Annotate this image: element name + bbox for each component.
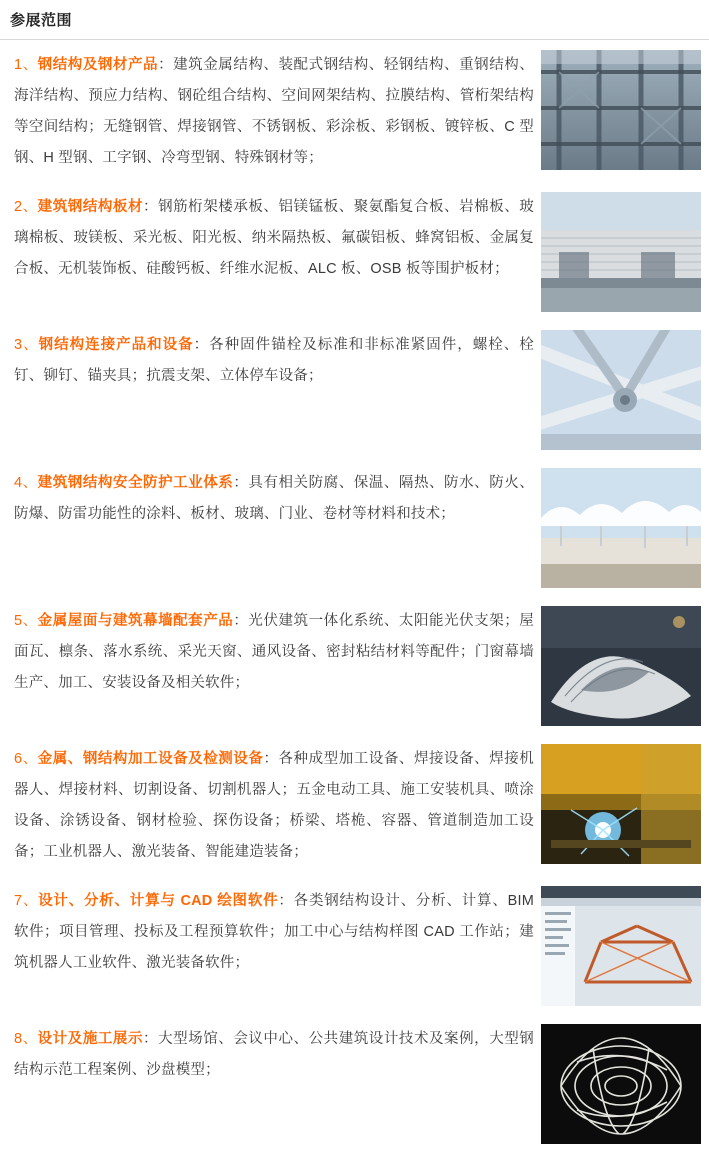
- steel-joint-connection-photo: [541, 330, 701, 450]
- scope-item-lead: 钢结构连接产品和设备: [38, 337, 194, 353]
- scope-item-body: ：各种成型加工设备、焊接设备、焊接机器人、焊接材料、切割设备、切割机器人；五金电动工具、施工安装机具、喷涂设备、涂锈设备、钢材检验、探伤设备；桥梁、塔桅、容器、管道制造加工设备；工业机器人、激光装备、智能建造装备；: [14, 751, 534, 860]
- scope-item: [0, 192, 709, 312]
- scope-item-body: ：光伏建筑一体化系统、太阳能光伏支架；屋面瓦、檩条、落水系统、采光天窗、通风设备、密封粘结材料等配件；门窗幕墙生产、加工、安装设备及相关软件；: [14, 613, 535, 691]
- scope-item-number: 1、: [14, 57, 38, 73]
- scope-item: [0, 886, 709, 1006]
- title-divider: [0, 39, 709, 40]
- welding-sparks-machine-photo: [541, 744, 701, 864]
- scope-item-number: 6、: [14, 751, 38, 767]
- scope-item-number: 8、: [14, 1031, 38, 1047]
- lattice-dome-model-photo: [541, 1024, 701, 1144]
- scope-item-text: [14, 886, 534, 979]
- steel-structure-frame-photo: [541, 50, 701, 170]
- scope-item-text: [14, 606, 534, 699]
- metal-cladding-building-photo: [541, 192, 701, 312]
- scope-item: [0, 1024, 709, 1144]
- scope-item-number: 2、: [14, 199, 38, 215]
- scope-item-text: [14, 1024, 534, 1086]
- scope-item-body: ：各类钢结构设计、分析、计算、BIM 软件；项目管理、投标及工程预算软件；加工中心与结构样图 CAD 工作站；建筑机器人工业软件、激光装备软件；: [14, 893, 534, 971]
- scope-item-lead: 钢结构及钢材产品: [37, 57, 159, 73]
- scope-item: [0, 468, 709, 588]
- scope-item-text: [14, 330, 534, 392]
- page-title: 参展范围: [10, 12, 73, 29]
- scope-item-body: ：建筑金属结构、装配式钢结构、轻钢结构、重钢结构、海洋结构、预应力结构、钢砼组合结构、空间网架结构、拉膜结构、管桁架结构等空间结构；无缝钢管、焊接钢管、不锈钢板、彩涂板、彩钢板、镀锌板、C 型钢、H 型钢、工字钢、冷弯型钢、特殊钢材等；: [14, 57, 534, 166]
- curved-metal-roof-aerial-photo: [541, 606, 701, 726]
- scope-item: [0, 606, 709, 726]
- scope-item-text: [14, 192, 534, 285]
- scope-item: [0, 50, 709, 174]
- scope-item: [0, 744, 709, 868]
- scope-item-body: ：钢筋桁架楼承板、铝镁锰板、聚氨酯复合板、岩棉板、玻璃棉板、玻镁板、采光板、阳光板、纳米隔热板、氟碳铝板、蜂窝铝板、金属复合板、无机装饰板、硅酸钙板、纤维水泥板、ALC 板、OSB 板等围护板材；: [14, 199, 534, 277]
- scope-item-number: 7、: [14, 893, 39, 909]
- scope-item-lead: 设计及施工展示: [37, 1031, 144, 1047]
- scope-item-lead: 金属屋面与建筑幕墙配套产品: [37, 613, 234, 629]
- scope-item-text: [14, 744, 534, 868]
- scope-item-lead: 建筑钢结构安全防护工业体系: [37, 475, 234, 491]
- scope-item-body: ：具有相关防腐、保温、隔热、防水、防火、防爆、防雷功能性的涂料、板材、玻璃、门业、卷材等材料和技术；: [14, 475, 535, 522]
- scope-item-number: 5、: [14, 613, 38, 629]
- scope-item-lead: 设计、分析、计算与 CAD 绘图软件: [38, 893, 279, 909]
- scope-item-number: 3、: [14, 337, 39, 353]
- scope-item-text: [14, 50, 534, 174]
- white-roof-canopy-photo: [541, 468, 701, 588]
- cad-software-screen-photo: [541, 886, 701, 1006]
- scope-item-lead: 金属、钢结构加工设备及检测设备: [37, 751, 264, 767]
- scope-item-body: ：各种固件锚栓及标准和非标准紧固件，螺栓、栓钉、铆钉、锚夹具；抗震支架、立体停车设备；: [14, 337, 534, 384]
- scope-item: [0, 330, 709, 450]
- scope-item-lead: 建筑钢结构板材: [37, 199, 144, 215]
- scope-item-body: ：大型场馆、会议中心、公共建筑设计技术及案例，大型钢结构示范工程案例、沙盘模型；: [14, 1031, 534, 1078]
- scope-item-number: 4、: [14, 475, 38, 491]
- scope-item-text: [14, 468, 534, 530]
